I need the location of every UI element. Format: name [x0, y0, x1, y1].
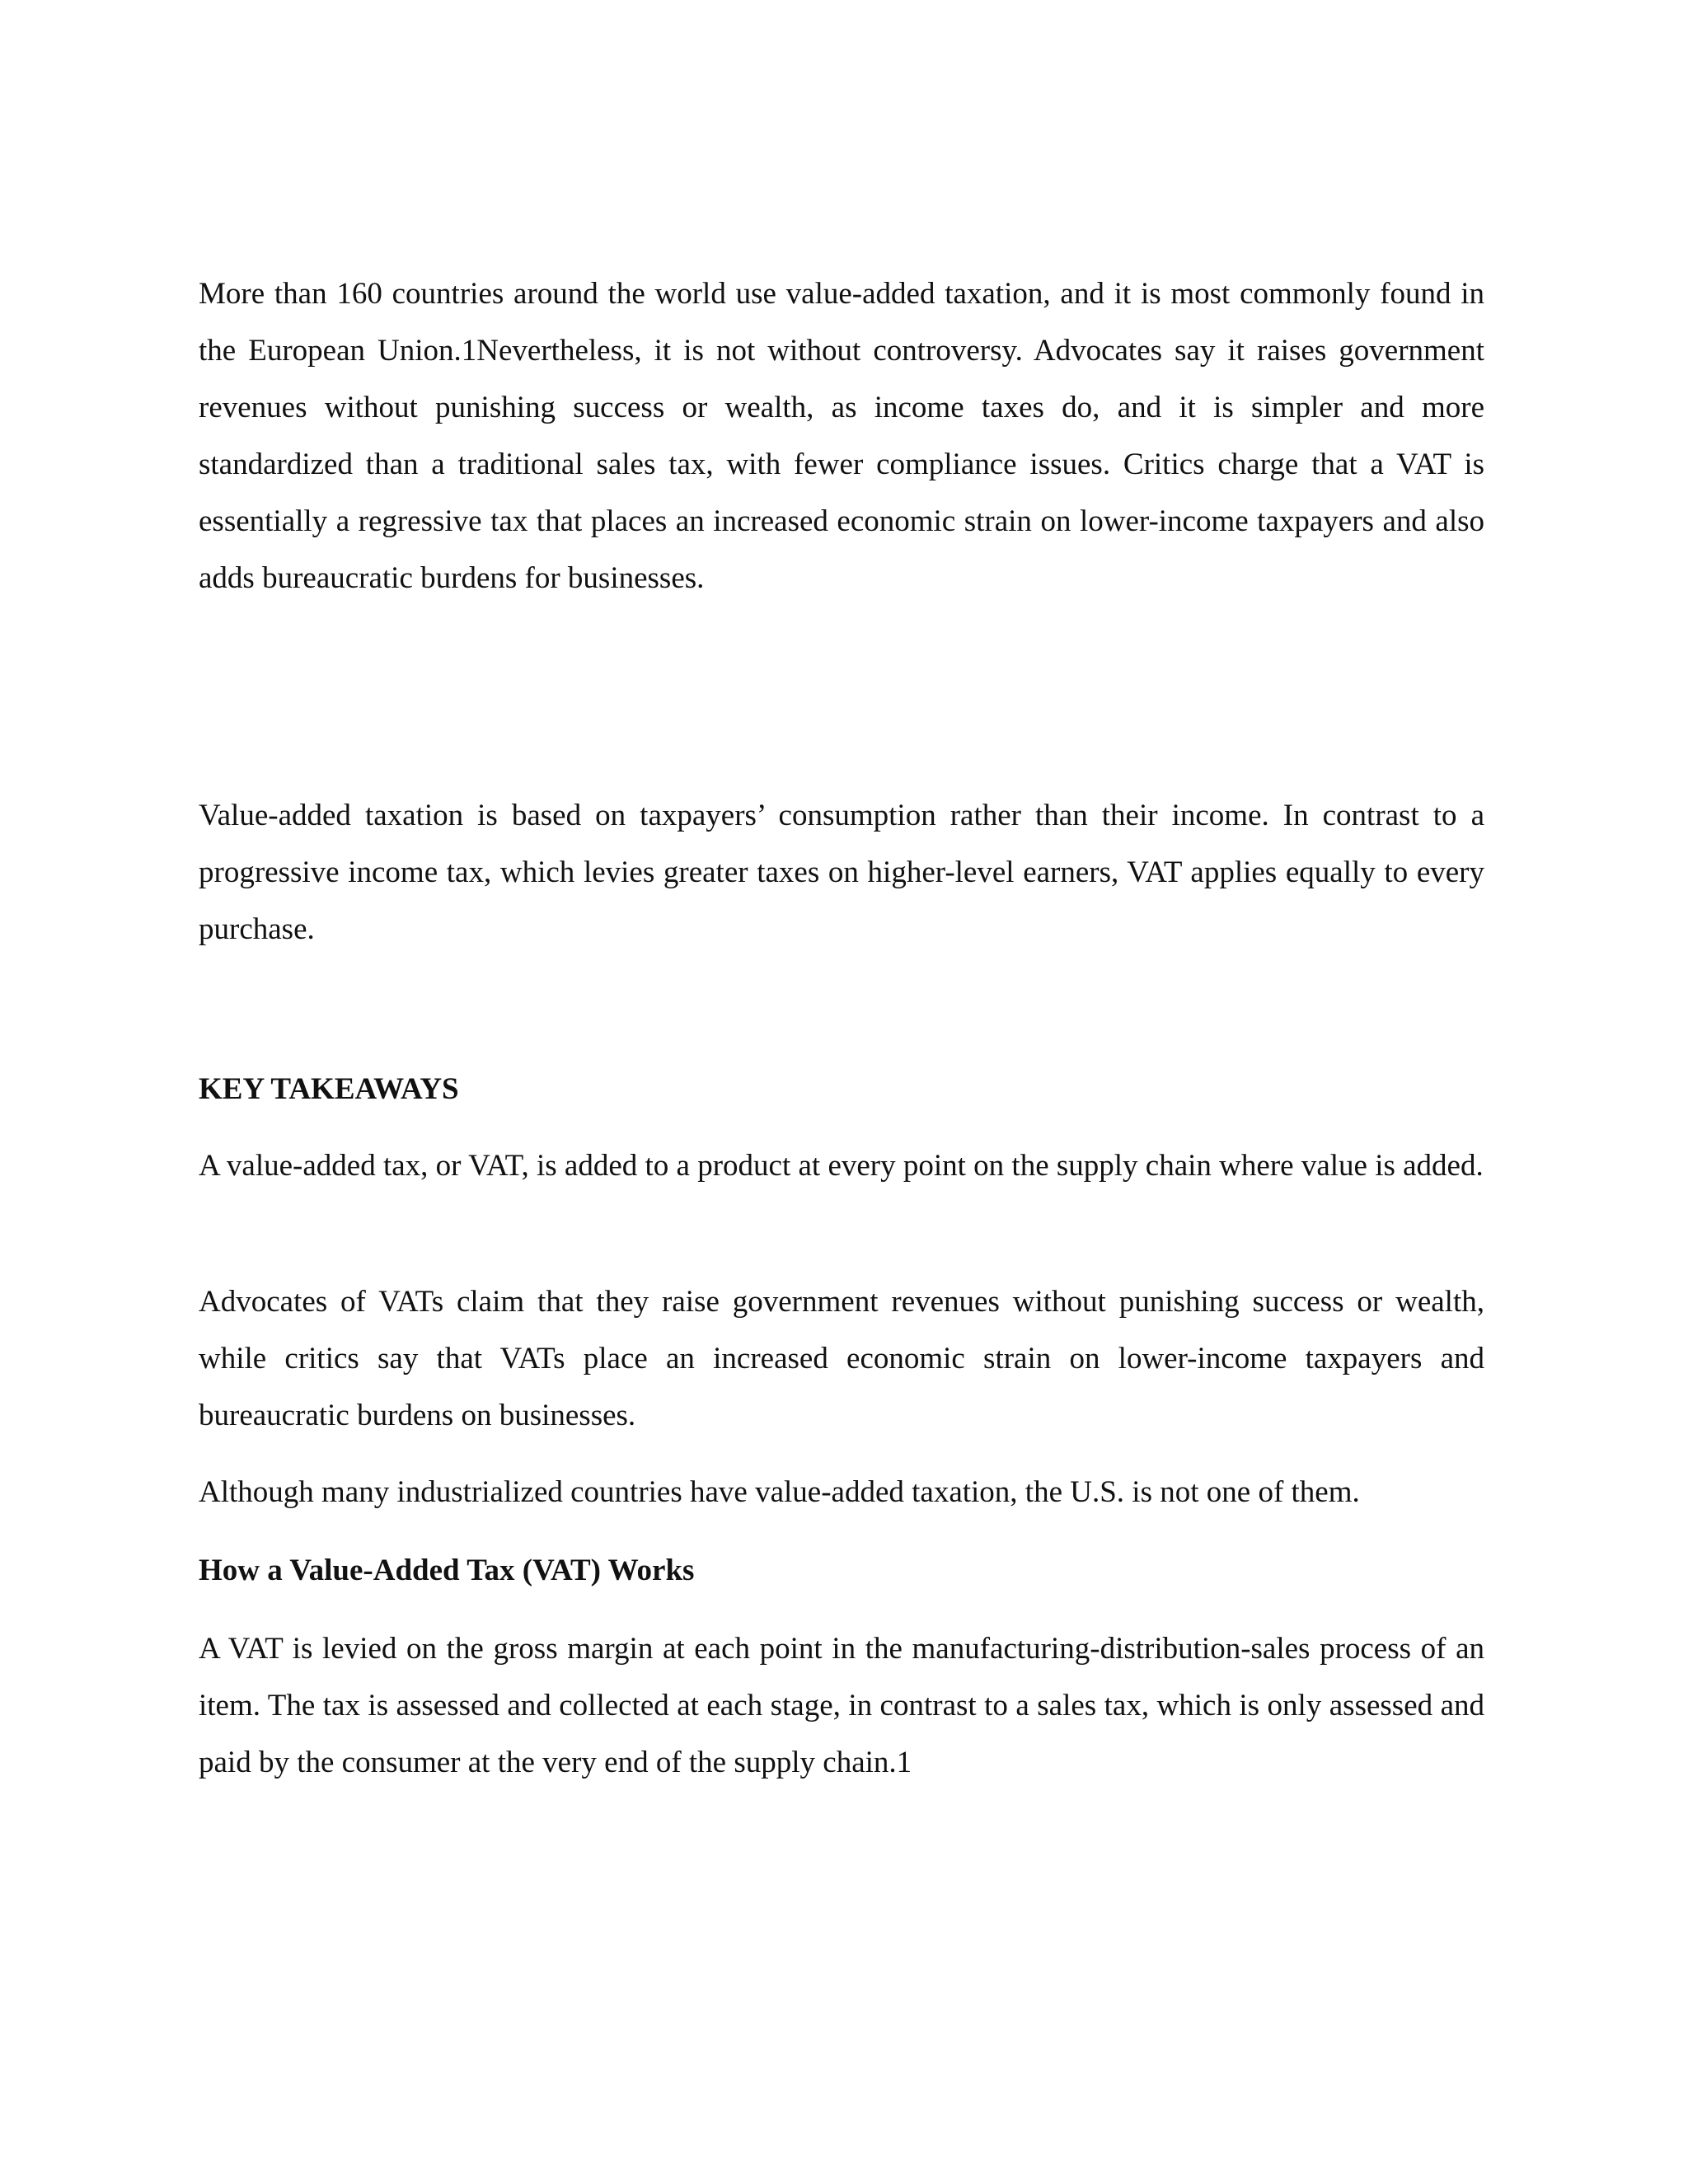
vat-works-paragraph: A VAT is levied on the gross margin at each point in the manufacturing-distribution-sales process of an item. The tax is assessed and collected at each stage, in contrast to a sales tax, which is only assessed and paid by the consumer at the very end of the supply chain.1 [199, 1632, 1484, 1779]
takeaway-item: A value-added tax, or VAT, is added to a product at every point on the supply chain where value is added. [199, 1149, 1484, 1183]
section-heading: How a Value-Added Tax (VAT) Works [199, 1554, 695, 1587]
takeaway-item: Although many industrialized countries have value-added taxation, the U.S. is not one of them. [199, 1475, 1360, 1509]
takeaway-item: Advocates of VATs claim that they raise government revenues without punishing success or wealth, while critics say that VATs place an increased economic strain on lower-income taxpayers and bureaucratic burdens on businesses. [199, 1285, 1484, 1432]
key-takeaways-heading: KEY TAKEAWAYS [199, 1072, 459, 1106]
intro-paragraph: More than 160 countries around the world use value-added taxation, and it is most commonly found in the European Union.1Nevertheless, it is not without controversy. Advocates say it raises government revenues without punishing success or wealth, as income taxes do, and it is simpler and more standardized than a traditional sales tax, with fewer compliance issues. Critics charge that a VAT is essentially a regressive tax that places an increased economic strain on lower-income taxpayers and also adds bureaucratic burdens for businesses. [199, 277, 1484, 595]
consumption-paragraph: Value-added taxation is based on taxpayers’ consumption rather than their income. In contrast to a progressive income tax, which levies greater taxes on higher-level earners, VAT applies equally to every purchase. [199, 799, 1484, 946]
